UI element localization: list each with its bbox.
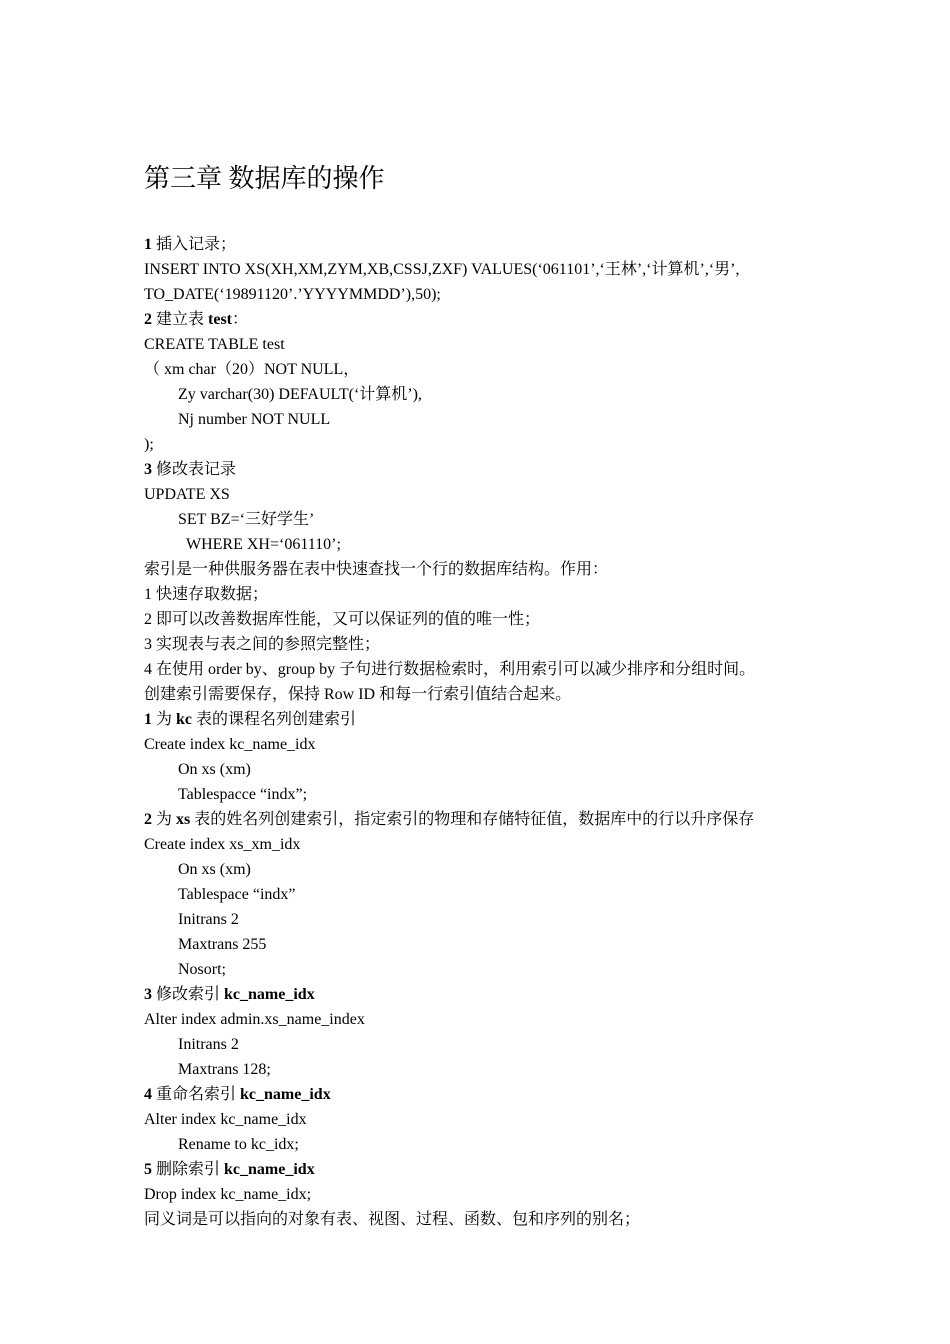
text-line	[144, 332, 864, 357]
line-text: Tablespacce “indx”;	[178, 786, 308, 803]
text-line	[144, 632, 864, 657]
line-text: On xs (xm)	[178, 861, 251, 878]
line-text: CREATE TABLE test	[144, 336, 285, 353]
section-heading	[144, 707, 864, 732]
text-line	[144, 482, 864, 507]
section-number: 1	[144, 236, 152, 253]
text-line	[144, 357, 864, 382]
bold-term: kc	[176, 711, 193, 728]
line-text: TO_DATE(‘19891120’.’YYYYMMDD’),50);	[144, 286, 441, 303]
line-text: Maxtrans 128;	[178, 1061, 271, 1078]
section-heading	[144, 457, 864, 482]
bold-term: kc_name_idx	[224, 986, 315, 1003]
section-number: 3	[144, 986, 152, 1003]
line-text: On xs (xm)	[178, 761, 251, 778]
line-text: INSERT INTO XS(XH,XM,ZYM,XB,CSSJ,ZXF) VALUES(‘061101’,‘王林’,‘计算机’,‘男’,	[144, 261, 740, 278]
bold-term: xs	[176, 811, 191, 828]
line-text: 删除索引	[152, 1161, 225, 1178]
line-text: Create index xs_xm_idx	[144, 836, 301, 853]
section-heading	[144, 232, 864, 257]
line-text: 建立表	[152, 311, 209, 328]
line-text: WHERE XH=‘061110’;	[186, 536, 341, 553]
text-line	[144, 282, 864, 307]
text-line	[144, 1132, 864, 1157]
text-line	[144, 1057, 864, 1082]
text-line	[144, 732, 864, 757]
section-heading	[144, 307, 864, 332]
text-line	[144, 857, 864, 882]
section-heading	[144, 1082, 864, 1107]
text-line	[144, 1007, 864, 1032]
bold-term: test	[208, 311, 232, 328]
chapter-title: 第三章 数据库的操作	[144, 164, 385, 193]
text-line	[144, 832, 864, 857]
text-line	[144, 607, 864, 632]
line-text: 创建索引需要保存，保持 Row ID 和每一行索引值结合起来。	[144, 686, 572, 703]
section-number: 1	[144, 711, 152, 728]
line-text: UPDATE XS	[144, 486, 230, 503]
text-line	[144, 507, 864, 532]
line-text: 修改表记录	[152, 461, 237, 478]
line-text: 同义词是可以指向的对象有表、视图、过程、函数、包和序列的别名；	[144, 1211, 641, 1228]
line-text: Nosort;	[178, 961, 226, 978]
line-text: 3 实现表与表之间的参照完整性；	[144, 636, 381, 653]
line-text: Nj number NOT NULL	[178, 411, 331, 428]
line-text: Initrans 2	[178, 911, 239, 928]
text-line	[144, 257, 864, 282]
text-line	[144, 782, 864, 807]
line-text: 2 即可以改善数据库性能，又可以保证列的值的唯一性；	[144, 611, 541, 628]
text-line	[144, 1182, 864, 1207]
text-line	[144, 557, 864, 582]
line-text: 为	[152, 711, 177, 728]
section-number: 3	[144, 461, 152, 478]
text-line	[144, 1032, 864, 1057]
line-text: 修改索引	[152, 986, 225, 1003]
text-line	[144, 932, 864, 957]
line-text: Alter index admin.xs_name_index	[144, 1011, 365, 1028]
line-text: Zy varchar(30) DEFAULT(‘计算机’),	[178, 386, 422, 403]
section-number: 4	[144, 1086, 152, 1103]
line-text: Rename to kc_idx;	[178, 1136, 299, 1153]
text-line	[144, 582, 864, 607]
section-heading	[144, 1157, 864, 1182]
text-line	[144, 382, 864, 407]
line-text: Initrans 2	[178, 1036, 239, 1053]
bold-term: kc_name_idx	[224, 1161, 315, 1178]
section-heading	[144, 982, 864, 1007]
section-heading	[144, 807, 864, 832]
text-line	[144, 882, 864, 907]
section-number: 5	[144, 1161, 152, 1178]
line-text: Maxtrans 255	[178, 936, 267, 953]
line-text: （ xm char（20）NOT NULL，	[144, 361, 360, 378]
bold-term: kc_name_idx	[240, 1086, 331, 1103]
line-text: 为	[152, 811, 177, 828]
line-tail: ：	[232, 311, 249, 328]
section-number: 2	[144, 311, 152, 328]
line-text: );	[144, 436, 154, 453]
text-line	[144, 757, 864, 782]
text-line	[144, 1207, 864, 1232]
text-line	[144, 657, 864, 682]
text-line	[144, 907, 864, 932]
text-line	[144, 682, 864, 707]
line-text: 插入记录；	[152, 236, 237, 253]
text-line	[144, 1107, 864, 1132]
line-text: Tablespace “indx”	[178, 886, 296, 903]
text-line	[144, 957, 864, 982]
text-line	[144, 407, 864, 432]
section-number: 2	[144, 811, 152, 828]
text-line	[144, 532, 864, 557]
line-text: SET BZ=‘三好学生’	[178, 511, 315, 528]
line-text: Drop index kc_name_idx;	[144, 1186, 312, 1203]
line-text: Alter index kc_name_idx	[144, 1111, 307, 1128]
line-text: 1 快速存取数据；	[144, 586, 269, 603]
line-tail: 表的姓名列创建索引，指定索引的物理和存储特征值，数据库中的行以升序保存	[190, 811, 755, 828]
text-line	[144, 432, 864, 457]
line-text: 索引是一种供服务器在表中快速查找一个行的数据库结构。作用：	[144, 561, 609, 578]
document-body	[144, 232, 864, 1232]
line-text: Create index kc_name_idx	[144, 736, 316, 753]
line-text: 重命名索引	[152, 1086, 241, 1103]
line-tail: 表的课程名列创建索引	[192, 711, 357, 728]
line-text: 4 在使用 order by、group by 子句进行数据检索时，利用索引可以减少排序和分组时间。	[144, 661, 756, 678]
